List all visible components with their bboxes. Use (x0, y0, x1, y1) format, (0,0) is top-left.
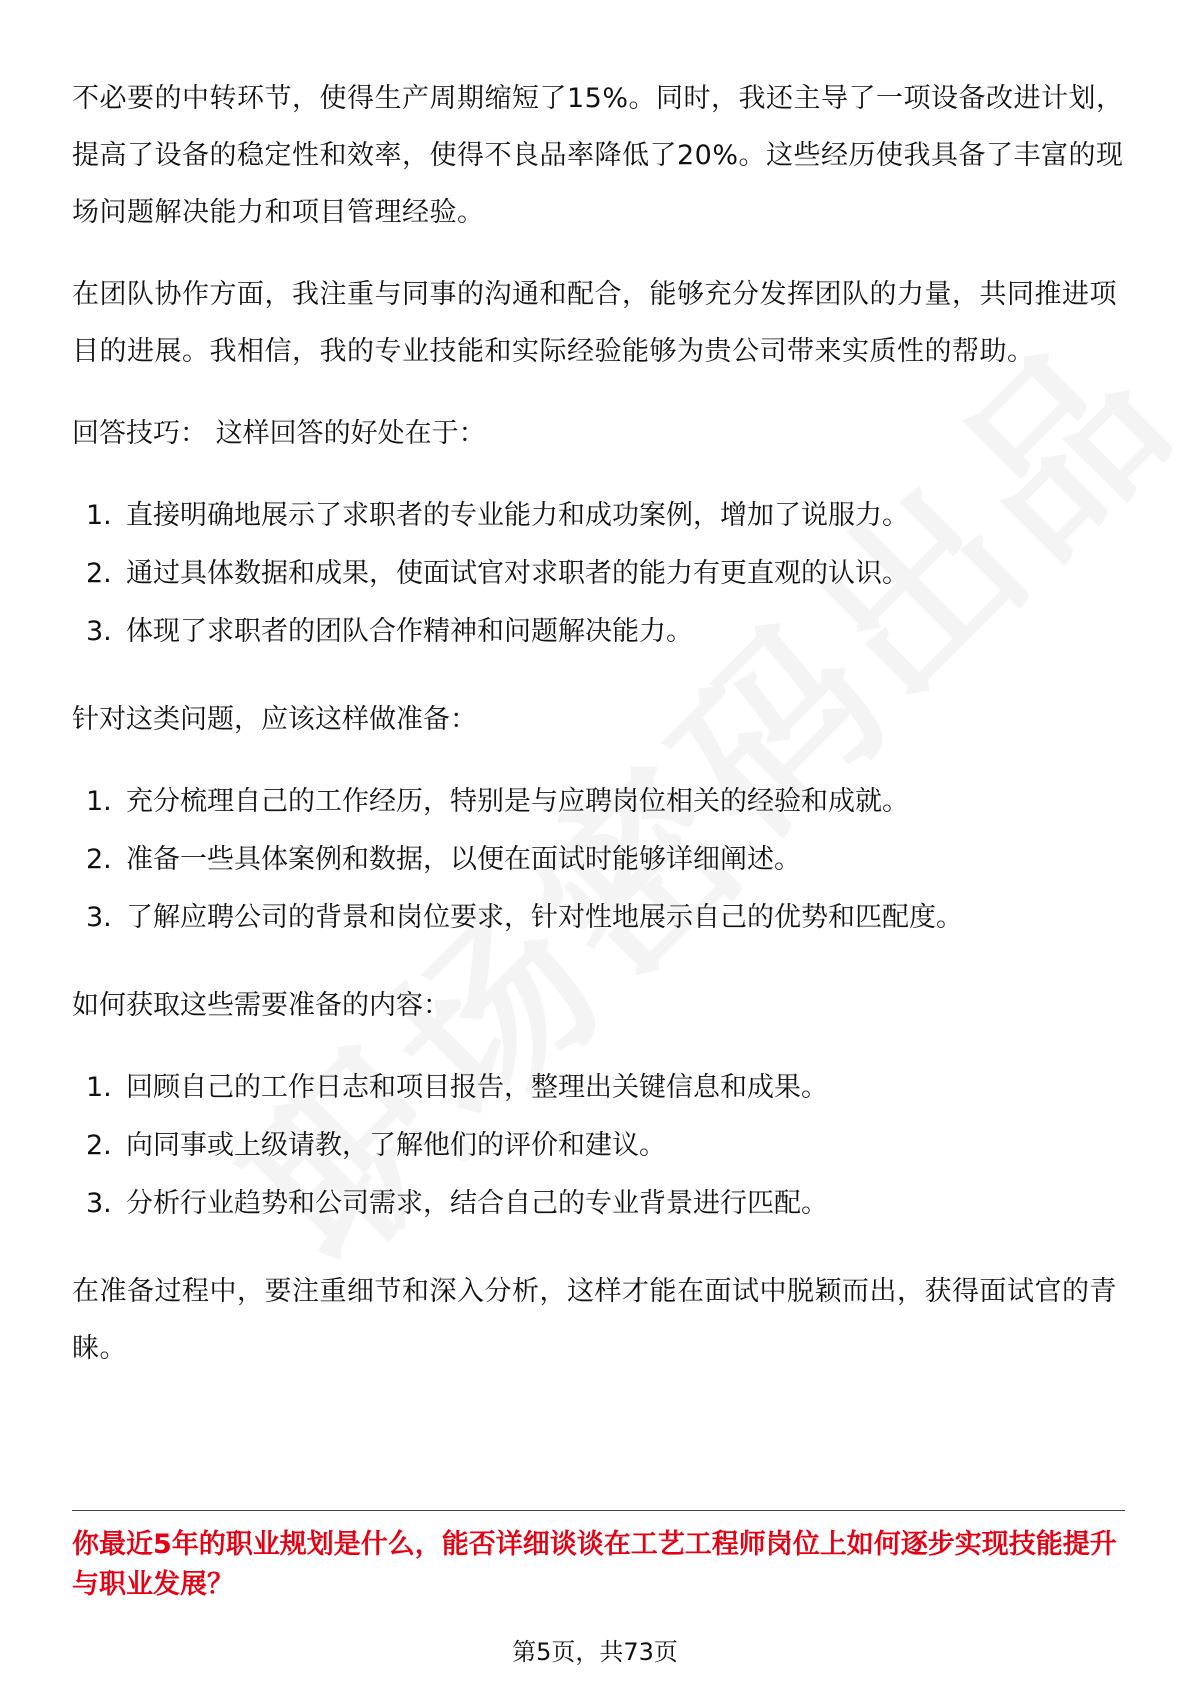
next-question-heading: 你最近5年的职业规划是什么，能否详细谈谈在工艺工程师岗位上如何逐步实现技能提升与职业发展？ (72, 1529, 1117, 1600)
paragraph-experience: 不必要的中转环节，使得生产周期缩短了15%。同时，我还主导了一项设备改进计划，提高了设备的稳定性和效率，使得不良品率降低了20%。这些经历使我具备了丰富的现场问题解决能力和项目管理经验。 (72, 83, 1124, 228)
obtain-list (72, 1059, 1132, 1233)
section-divider (72, 1510, 1125, 1511)
list-item: 3. 体现了求职者的团队合作精神和问题解决能力。 (86, 616, 693, 647)
obtain-heading: 如何获取这些需要准备的内容： (72, 990, 450, 1021)
prepare-list (72, 773, 1132, 947)
closing-paragraph: 在准备过程中，要注重细节和深入分析，这样才能在面试中脱颖而出，获得面试官的青睐。 (72, 1276, 1117, 1364)
list-item: 2. 通过具体数据和成果，使面试官对求职者的能力有更直观的认识。 (86, 558, 909, 589)
list-item: 2. 向同事或上级请教，了解他们的评价和建议。 (86, 1130, 666, 1161)
prepare-heading: 针对这类问题，应该这样做准备： (72, 704, 477, 735)
list-item: 2. 准备一些具体案例和数据，以便在面试时能够详细阐述。 (86, 844, 801, 875)
list-item: 3. 了解应聘公司的背景和岗位要求，针对性地展示自己的优势和匹配度。 (86, 902, 963, 933)
list-item: 1. 直接明确地展示了求职者的专业能力和成功案例，增加了说服力。 (86, 500, 909, 531)
page-number-footer: 第5页，共73页 (512, 1638, 678, 1666)
list-item: 3. 分析行业趋势和公司需求，结合自己的专业背景进行匹配。 (86, 1188, 828, 1219)
list-item: 1. 充分梳理自己的工作经历，特别是与应聘岗位相关的经验和成就。 (86, 786, 909, 817)
page-content (72, 70, 1132, 1402)
paragraph-teamwork: 在团队协作方面，我注重与同事的沟通和配合，能够充分发挥团队的力量，共同推进项目的进展。我相信，我的专业技能和实际经验能够为贵公司带来实质性的帮助。 (72, 279, 1117, 367)
tips-list (72, 487, 1132, 661)
tips-heading: 回答技巧： 这样回答的好处在于： (72, 418, 486, 449)
list-item: 1. 回顾自己的工作日志和项目报告，整理出关键信息和成果。 (86, 1072, 828, 1103)
